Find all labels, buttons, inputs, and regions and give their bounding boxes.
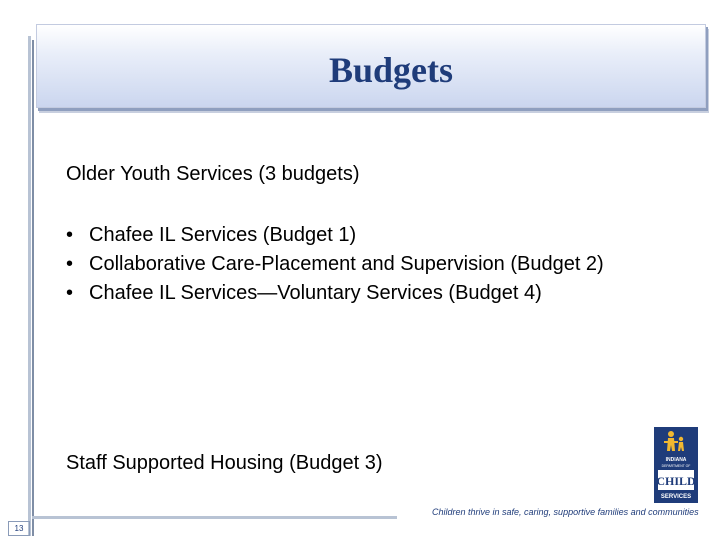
dcs-logo [654, 427, 698, 503]
logo-figure-head [668, 431, 674, 437]
bullet-item [66, 221, 626, 250]
bullet-text: Chafee IL Services (Budget 1) [89, 224, 357, 246]
bullet-marker: • [66, 224, 74, 246]
logo-text-indiana: INDIANA [665, 457, 687, 463]
section-heading-older-youth: Older Youth Services (3 budgets) [66, 163, 360, 185]
bullet-text: Chafee IL Services—Voluntary Services (Budget 4) [89, 282, 542, 304]
logo-child-head [679, 437, 683, 441]
left-accent-bar-inner [32, 40, 34, 536]
bullet-item [66, 250, 626, 279]
dcs-logo-graphic [654, 427, 698, 503]
footer-tagline: Children thrive in safe, caring, supportive families and communities [432, 507, 699, 517]
page-number: 13 [8, 521, 30, 536]
footer-divider [32, 516, 397, 519]
slide-title: Budgets [328, 50, 454, 90]
title-banner [36, 24, 706, 108]
bullet-text: Collaborative Care-Placement and Supervision (Budget 2) [89, 253, 604, 275]
bullet-marker: • [66, 282, 74, 304]
logo-text-child: CHILD [656, 474, 696, 488]
section-heading-staff-housing: Staff Supported Housing (Budget 3) [66, 452, 383, 474]
logo-text-department: DEPARTMENT OF [661, 464, 691, 468]
bullet-marker: • [66, 253, 74, 275]
left-accent-bar [28, 36, 31, 536]
logo-text-services: SERVICES [660, 494, 692, 500]
budget-bullet-list [66, 221, 626, 308]
logo-figure-arms [664, 441, 678, 443]
bullet-item [66, 279, 626, 308]
